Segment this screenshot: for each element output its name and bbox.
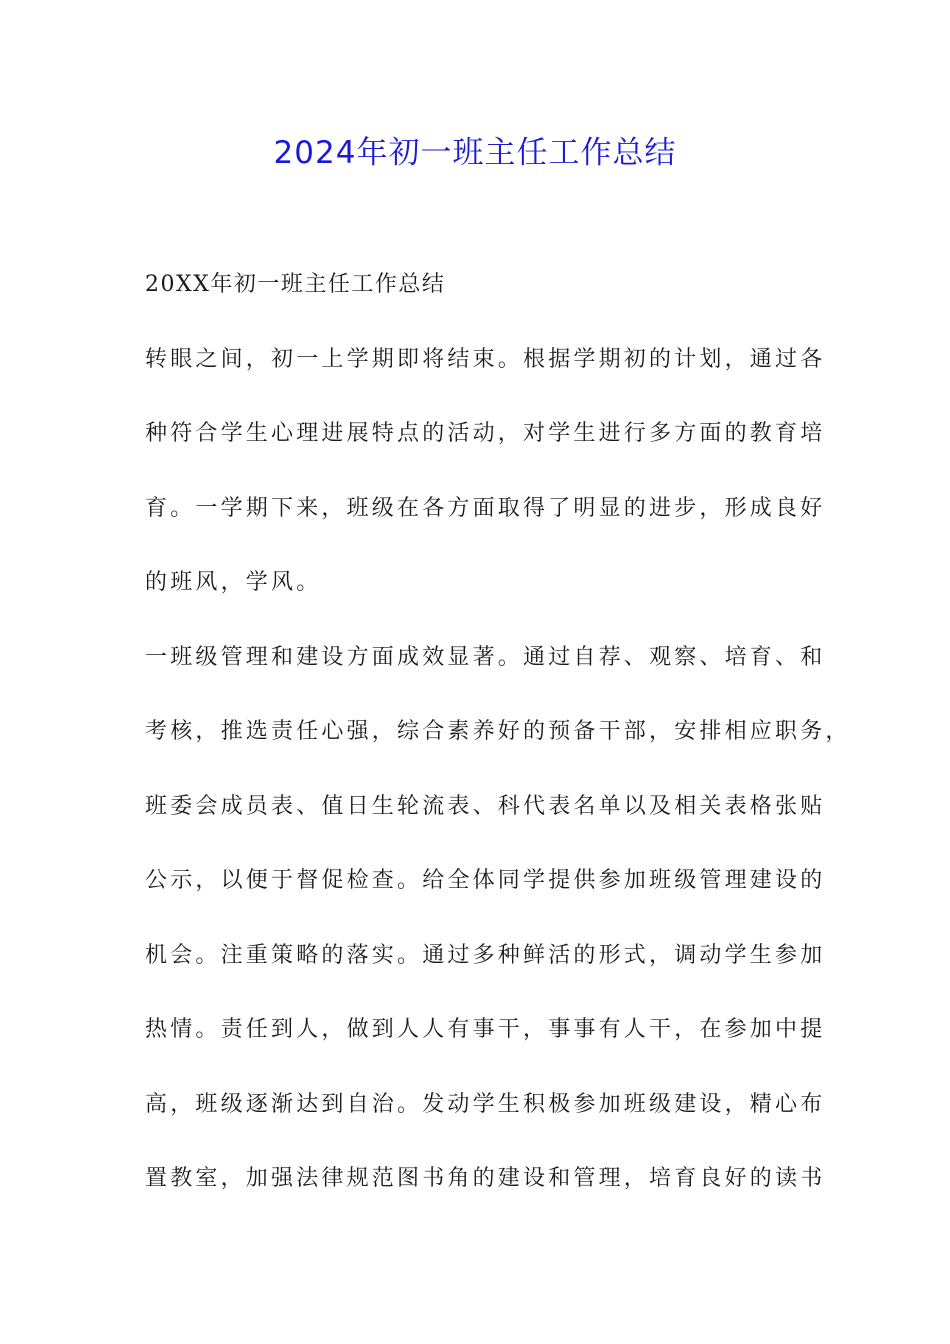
document-title: 2024年初一班主任工作总结 xyxy=(273,135,677,171)
document-body xyxy=(145,260,851,1229)
paragraph-line: 转眼之间，初一上学期即将结束。根据学期初的计划，通过各 xyxy=(145,346,826,372)
paragraph-line: 的班风，学风。 xyxy=(145,570,322,595)
paragraph-line: 种符合学生心理进展特点的活动，对学生进行多方面的教育培 xyxy=(145,421,826,446)
paragraph-line: 热情。责任到人，做到人人有事干，事事有人干，在参加中提 xyxy=(145,1017,826,1042)
paragraph-line: 高，班级逐渐达到自治。发动学生积极参加班级建设，精心布 xyxy=(145,1091,826,1117)
paragraph-line: 一班级管理和建设方面成效显著。通过自荐、观察、培育、和 xyxy=(145,644,826,670)
subtitle-line: 20XX年初一班主任工作总结 xyxy=(145,272,446,297)
paragraph-line: 机会。注重策略的落实。通过多种鲜活的形式，调动学生参加 xyxy=(145,942,826,968)
paragraph-line: 置教室，加强法律规范图书角的建设和管理，培育良好的读书 xyxy=(145,1166,826,1191)
paragraph-line: 育。一学期下来，班级在各方面取得了明显的进步，形成良好 xyxy=(145,495,826,521)
paragraph-line: 考核，推选责任心强，综合素养好的预备干部，安排相应职务， xyxy=(145,719,851,744)
paragraph-line: 班委会成员表、值日生轮流表、科代表名单以及相关表格张贴 xyxy=(145,793,826,819)
paragraph-line: 公示，以便于督促检查。给全体同学提供参加班级管理建设的 xyxy=(145,868,826,893)
